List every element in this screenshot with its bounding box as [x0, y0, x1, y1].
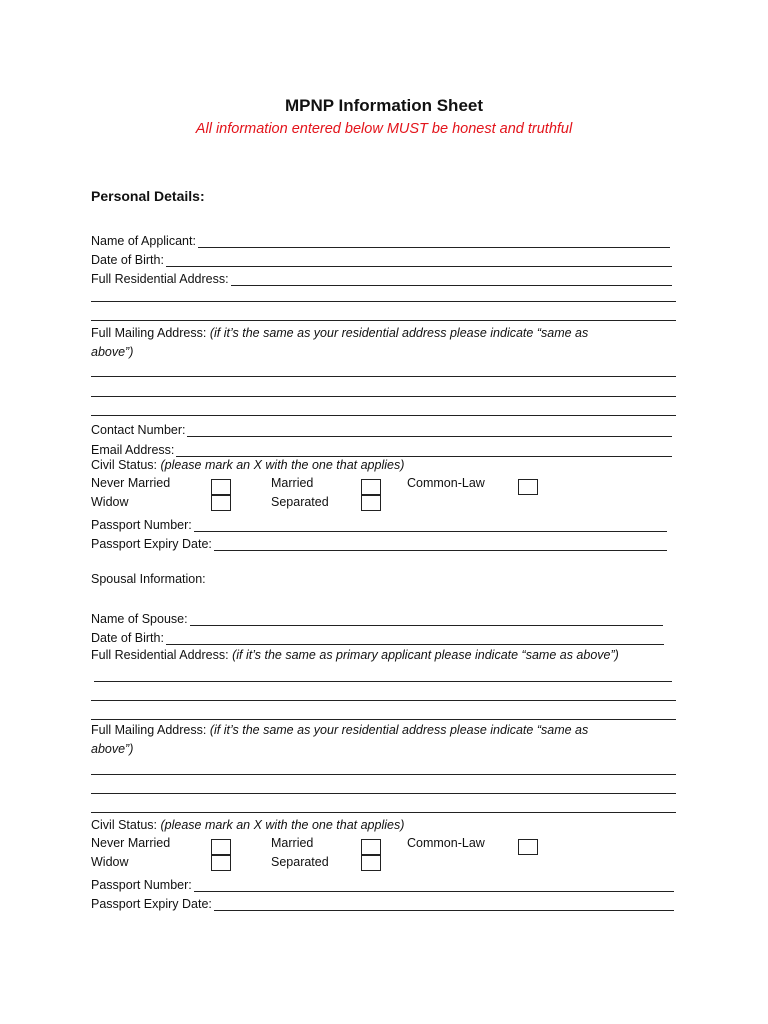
page-title: MPNP Information Sheet: [284, 96, 484, 115]
applicant-passport-label: Passport Number:: [91, 518, 192, 532]
applicant-option-never-married: Never Married: [91, 476, 171, 490]
applicant-mailing-note: (if it’s the same as your residential address please indicate “same as: [209, 326, 589, 340]
spouse-civil-status-row: [91, 816, 404, 835]
applicant-email-label: Email Address:: [91, 443, 175, 457]
page-subtitle: All information entered below MUST be honest and truthful: [195, 121, 573, 137]
spouse-passport-expiry-row: [91, 893, 674, 911]
applicant-common-law-checkbox[interactable]: [518, 479, 538, 495]
spouse-passport-row: [91, 874, 674, 892]
applicant-contact-label: Contact Number:: [91, 423, 186, 437]
spouse-mailing-note: (if it’s the same as your residential address please indicate “same as: [209, 723, 589, 737]
applicant-passport-expiry-row: [91, 533, 667, 551]
applicant-mailing-label-row: [91, 324, 588, 343]
spouse-passport-label: Passport Number:: [91, 878, 192, 892]
personal-details-heading: Personal Details:: [91, 188, 205, 204]
spouse-residential-note: (if it’s the same as primary applicant please indicate “same as above”): [232, 648, 619, 662]
applicant-mailing-line-1[interactable]: [91, 376, 676, 377]
spouse-dob-label: Date of Birth:: [91, 631, 164, 645]
applicant-mailing-note-cont: above”): [91, 345, 134, 359]
spouse-widow-checkbox[interactable]: [211, 855, 231, 871]
applicant-passport-expiry-field[interactable]: [214, 537, 667, 551]
applicant-name-label: Name of Applicant:: [91, 234, 196, 248]
spouse-residential-line-1[interactable]: [94, 681, 672, 682]
spouse-mailing-note-cont: above”): [91, 742, 134, 756]
spouse-residential-label: Full Residential Address:: [91, 648, 229, 662]
applicant-option-separated: Separated: [271, 495, 329, 509]
applicant-name-row: [91, 230, 670, 248]
spousal-information-heading: Spousal Information:: [91, 572, 206, 586]
applicant-passport-expiry-label: Passport Expiry Date:: [91, 537, 212, 551]
applicant-mailing-label: Full Mailing Address:: [91, 326, 207, 340]
spouse-common-law-checkbox[interactable]: [518, 839, 538, 855]
applicant-separated-checkbox[interactable]: [361, 495, 381, 511]
spouse-residential-line-2[interactable]: [91, 700, 676, 701]
applicant-married-checkbox[interactable]: [361, 479, 381, 495]
applicant-email-row: [91, 439, 672, 457]
spouse-civil-note: (please mark an X with the one that applies): [160, 818, 405, 832]
applicant-option-widow: Widow: [91, 495, 129, 509]
spouse-option-separated: Separated: [271, 855, 329, 869]
spouse-separated-checkbox[interactable]: [361, 855, 381, 871]
applicant-widow-checkbox[interactable]: [211, 495, 231, 511]
spouse-name-row: [91, 608, 663, 626]
applicant-option-common-law: Common-Law: [407, 476, 485, 490]
applicant-dob-label: Date of Birth:: [91, 253, 164, 267]
applicant-dob-row: [91, 249, 672, 267]
applicant-mailing-line-2[interactable]: [91, 396, 676, 397]
applicant-residential-field[interactable]: [231, 272, 672, 286]
spouse-dob-field[interactable]: [166, 631, 664, 645]
spouse-mailing-label-row: [91, 721, 588, 740]
applicant-civil-status-row: [91, 456, 404, 475]
applicant-contact-field[interactable]: [187, 423, 672, 437]
spouse-option-never-married: Never Married: [91, 836, 171, 850]
spouse-residential-label-row: [91, 646, 619, 665]
spouse-name-field[interactable]: [190, 612, 663, 626]
spouse-mailing-line-3[interactable]: [91, 812, 676, 813]
applicant-option-married: Married: [271, 476, 314, 490]
applicant-never-married-checkbox[interactable]: [211, 479, 231, 495]
spouse-name-label: Name of Spouse:: [91, 612, 188, 626]
applicant-civil-note: (please mark an X with the one that applies): [160, 458, 405, 472]
applicant-dob-field[interactable]: [166, 253, 672, 267]
spouse-option-common-law: Common-Law: [407, 836, 485, 850]
applicant-name-field[interactable]: [198, 234, 670, 248]
spouse-mailing-line-2[interactable]: [91, 793, 676, 794]
applicant-passport-field[interactable]: [194, 518, 667, 532]
applicant-residential-label: Full Residential Address:: [91, 272, 229, 286]
spouse-never-married-checkbox[interactable]: [211, 839, 231, 855]
spouse-option-widow: Widow: [91, 855, 129, 869]
applicant-residential-line-3[interactable]: [91, 320, 676, 321]
applicant-passport-row: [91, 514, 667, 532]
spouse-passport-expiry-label: Passport Expiry Date:: [91, 897, 212, 911]
spouse-mailing-line-1[interactable]: [91, 774, 676, 775]
applicant-residential-row: [91, 268, 672, 286]
spouse-residential-line-3[interactable]: [91, 719, 676, 720]
spouse-married-checkbox[interactable]: [361, 839, 381, 855]
spouse-mailing-label: Full Mailing Address:: [91, 723, 207, 737]
applicant-residential-line-2[interactable]: [91, 301, 676, 302]
spouse-passport-expiry-field[interactable]: [214, 897, 674, 911]
spouse-passport-field[interactable]: [194, 878, 674, 892]
applicant-contact-row: [91, 419, 672, 437]
applicant-mailing-line-3[interactable]: [91, 415, 676, 416]
spouse-civil-label: Civil Status:: [91, 818, 157, 832]
applicant-civil-label: Civil Status:: [91, 458, 157, 472]
applicant-email-field[interactable]: [176, 443, 672, 457]
spouse-option-married: Married: [271, 836, 314, 850]
spouse-dob-row: [91, 627, 664, 645]
